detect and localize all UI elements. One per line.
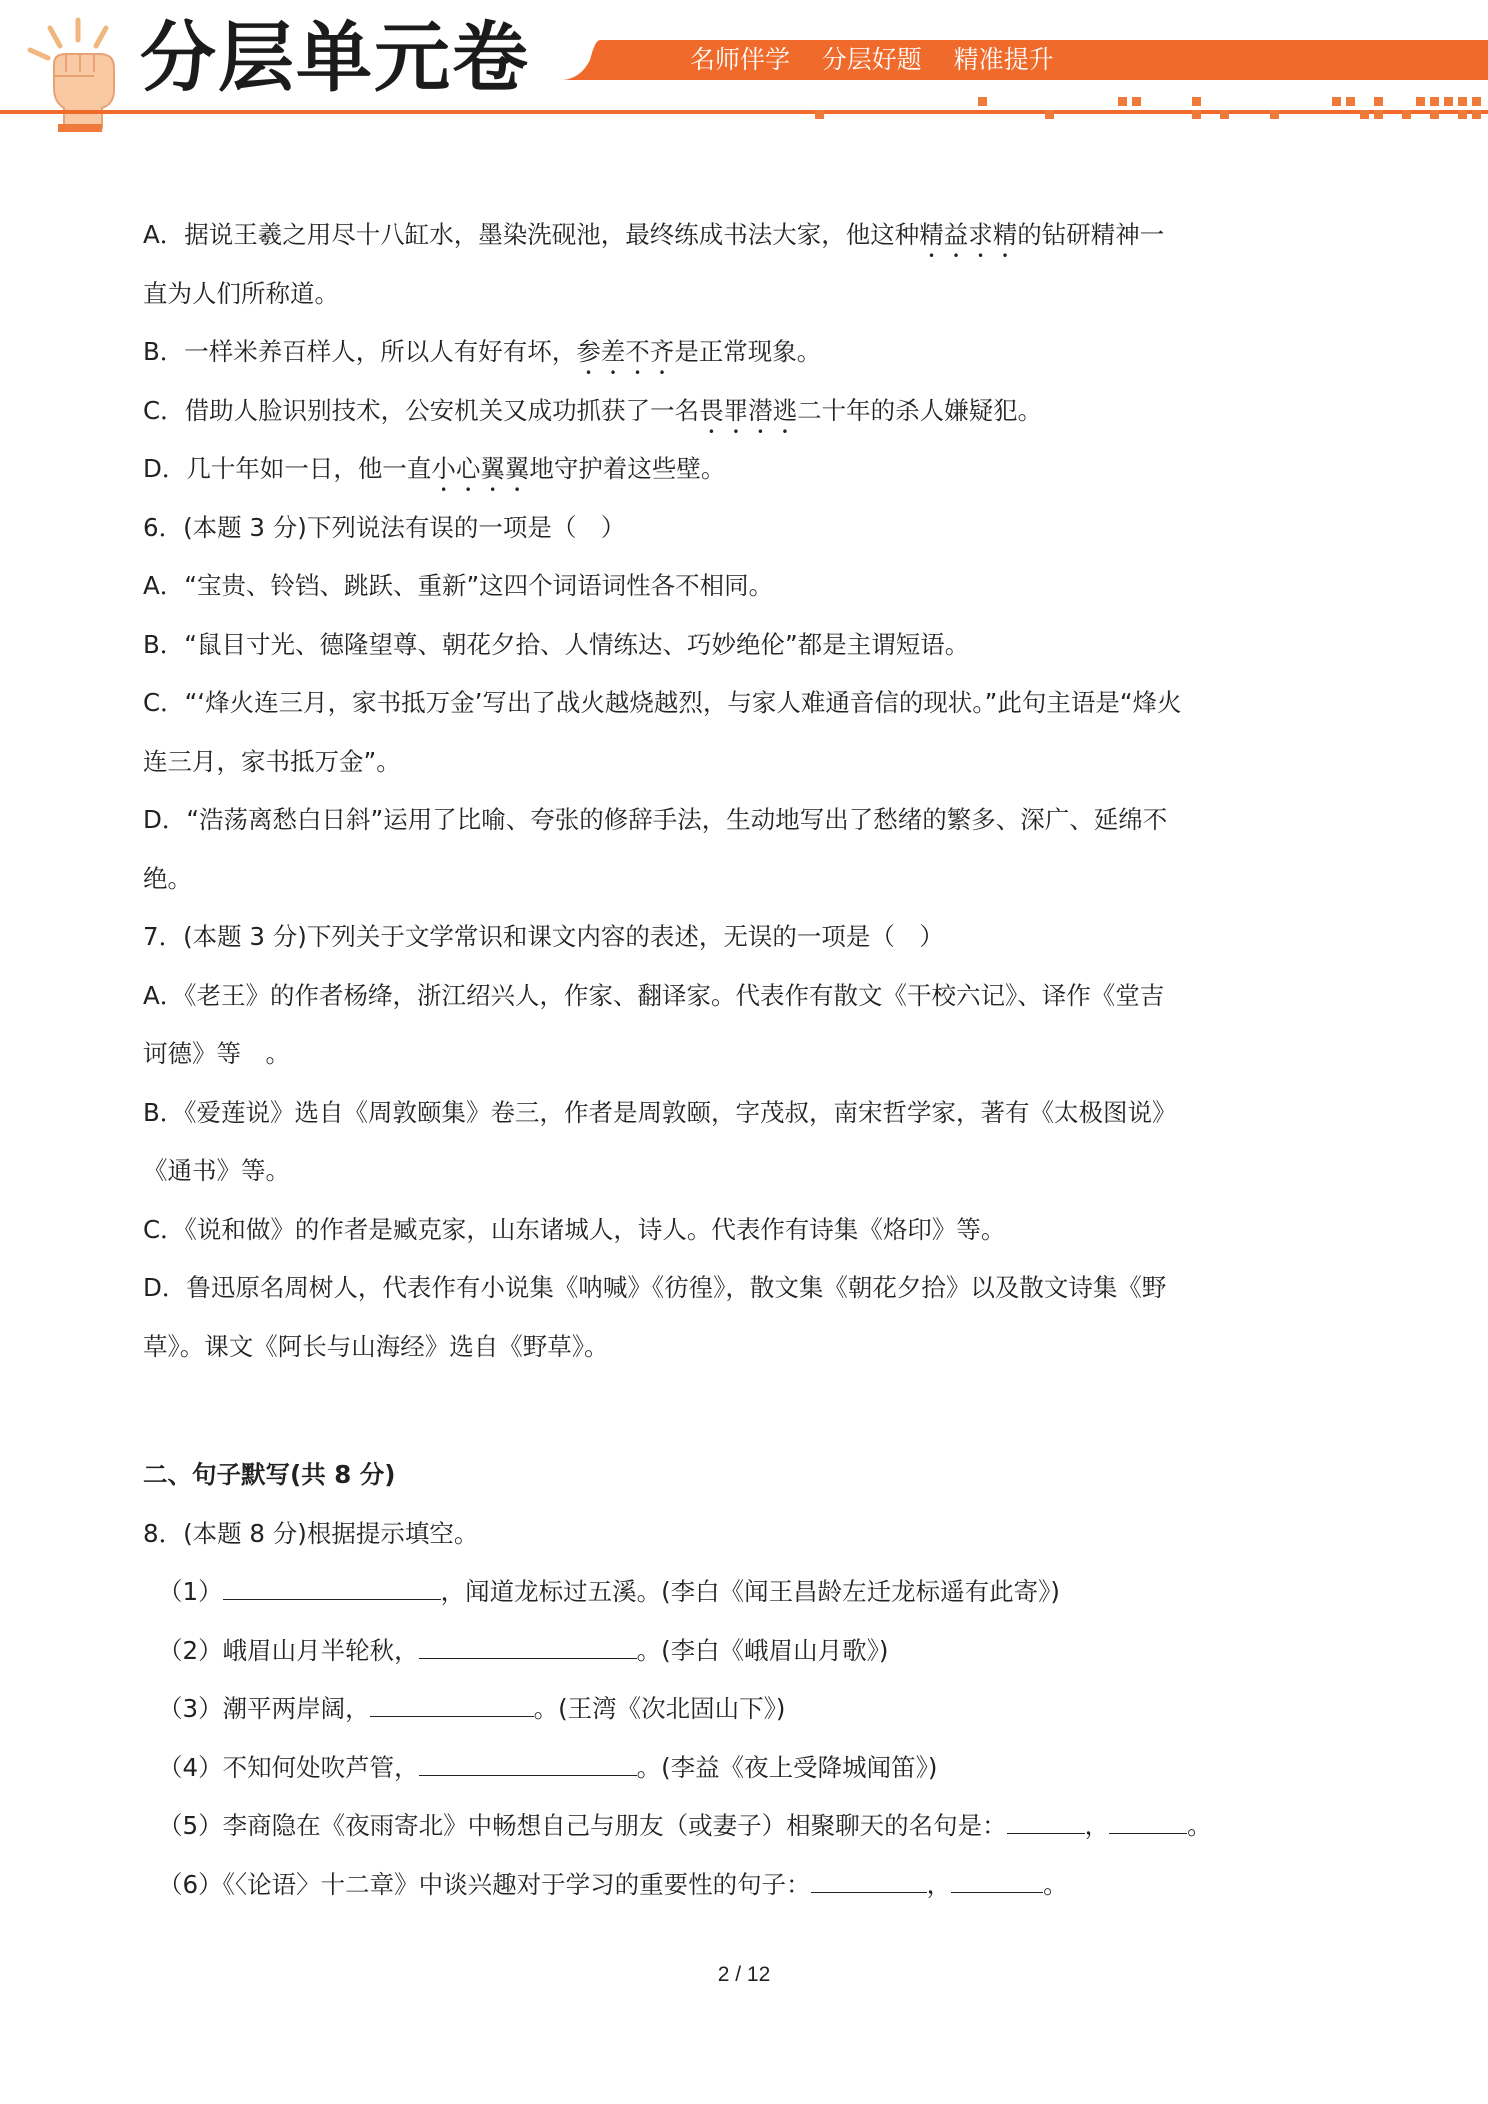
q6-option-d-line2: 绝。 — [143, 863, 192, 893]
q8-item-5 — [143, 1797, 1253, 1856]
q5-option-a-line2: 直为人们所称道。 — [143, 278, 339, 308]
slogan-text: 名师伴学 分层好题 精准提升 — [690, 45, 1054, 74]
q7-option-b-line1: B．《爱莲说》选自《周敦颐集》卷三，作者是周敦颐，字茂叔，南宋哲学家，著有《太极图说》 — [143, 1097, 1177, 1127]
item-number: （1） — [158, 1577, 223, 1606]
item-text: 。 — [1043, 1869, 1068, 1899]
answer-blank[interactable] — [1007, 1803, 1085, 1834]
emphasized-word: 精益求精 — [919, 220, 1018, 249]
question-content — [143, 206, 1253, 1914]
item-text: ， — [1084, 1811, 1110, 1840]
answer-blank[interactable] — [951, 1862, 1043, 1893]
q5-option-b: B．一样米养百样人，所以人有好有坏，参差不齐是正常现象。 — [143, 337, 822, 366]
q6-option-b: B．“鼠目寸光、德隆望尊、朝花夕拾、人情练达、巧妙绝伦”都是主谓短语。 — [143, 629, 970, 659]
answer-blank[interactable] — [419, 1628, 637, 1659]
item-text: 峨眉山月半轮秋， — [222, 1635, 419, 1665]
item-text: 《〈论语〉十二章》中谈兴趣对于学习的重要性的句子： — [222, 1869, 811, 1899]
q5-option-a-line1: A．据说王羲之用尽十八缸水，墨染洗砚池，最终练成书法大家，他这种精益求精的钻研精神一 — [143, 220, 1165, 249]
answer-blank[interactable] — [1109, 1803, 1187, 1834]
answer-blank[interactable] — [419, 1745, 637, 1776]
header-rule — [0, 108, 1488, 116]
q7-option-a-line2: 诃德》等 。 — [143, 1039, 290, 1068]
item-text: 潮平两岸阔， — [222, 1694, 370, 1723]
q7-option-d-line1: D．鲁迅原名周树人，代表作有小说集《呐喊》《彷徨》，散文集《朝花夕拾》以及散文诗集《野 — [143, 1273, 1167, 1302]
answer-blank[interactable] — [223, 1569, 441, 1600]
item-text: 。(王湾《次北固山下》) — [533, 1694, 786, 1723]
item-text: ， — [926, 1869, 952, 1899]
brand-title: 分层单元卷 — [140, 13, 530, 102]
emphasized-word: 畏罪潜逃 — [699, 395, 798, 425]
q6-option-c-line2: 连三月，家书抵万金”。 — [143, 746, 401, 776]
q8-item-1 — [143, 1563, 1253, 1622]
q6-option-d-line1: D．“浩荡离愁白日斜”运用了比喻、夸张的修辞手法，生动地写出了愁绪的繁多、深广、延绵不 — [143, 805, 1168, 834]
q6-option-a: A．“宝贵、铃铛、跳跃、重新”这四个词语词性各不相同。 — [143, 571, 774, 600]
item-text: 。(李益《夜上受降城闻笛》) — [636, 1752, 938, 1782]
q7-option-a-line1: A．《老王》的作者杨绛，浙江绍兴人，作家、翻译家。代表作有散文《干校六记》、译作《堂吉 — [143, 980, 1165, 1010]
item-text: 。(李白《峨眉山月歌》) — [636, 1635, 889, 1665]
q8-item-4 — [143, 1739, 1253, 1798]
q7-option-d-line2: 草》。课文《阿长与山海经》选自《野草》。 — [143, 1331, 609, 1361]
item-number: （2） — [158, 1635, 223, 1665]
page-header — [0, 0, 1488, 135]
q5-option-c: C．借助人脸识别技术，公安机关又成功抓获了一名畏罪潜逃二十年的杀人嫌疑犯。 — [143, 395, 1043, 425]
item-text: 不知何处吹芦管， — [222, 1752, 419, 1782]
page-number: 2 / 12 — [717, 1963, 771, 1986]
q5-option-d: D．几十年如一日，他一直小心翼翼地守护着这些壁。 — [143, 454, 726, 483]
emphasized-word: 小心翼翼 — [431, 454, 530, 483]
q8-item-3 — [143, 1680, 1253, 1739]
q6-stem: 6．(本题 3 分)下列说法有误的一项是（ ） — [143, 512, 626, 542]
q8-item-2 — [143, 1622, 1253, 1681]
answer-blank[interactable] — [811, 1862, 927, 1893]
section2-heading: 二、句子默写(共 8 分) — [143, 1460, 396, 1489]
answer-blank[interactable] — [370, 1686, 534, 1717]
item-text: 。 — [1187, 1811, 1212, 1840]
q7-stem: 7．(本题 3 分)下列关于文学常识和课文内容的表述，无误的一项是（ ） — [143, 922, 944, 951]
item-number: （3） — [158, 1694, 223, 1723]
item-number: （5） — [158, 1811, 223, 1840]
item-number: （4） — [158, 1752, 223, 1782]
q6-option-c-line1: C．“‘烽火连三月，家书抵万金’写出了战火越烧越烈，与家人难通音信的现状。”此句主语是“烽火 — [143, 688, 1182, 717]
q7-option-c: C．《说和做》的作者是臧克家，山东诸城人，诗人。代表作有诗集《烙印》等。 — [143, 1214, 1006, 1244]
q8-stem: 8．(本题 8 分)根据提示填空。 — [143, 1518, 479, 1548]
emphasized-word: 参差不齐 — [576, 337, 675, 366]
q7-option-b-line2: 《通书》等。 — [143, 1156, 290, 1185]
q8-item-6 — [143, 1856, 1253, 1915]
item-text: 李商隐在《夜雨寄北》中畅想自己与朋友（或妻子）相聚聊天的名句是： — [222, 1811, 1007, 1840]
item-text: ，闻道龙标过五溪。(李白《闻王昌龄左迁龙标遥有此寄》) — [440, 1577, 1060, 1606]
item-number: （6） — [158, 1869, 223, 1899]
